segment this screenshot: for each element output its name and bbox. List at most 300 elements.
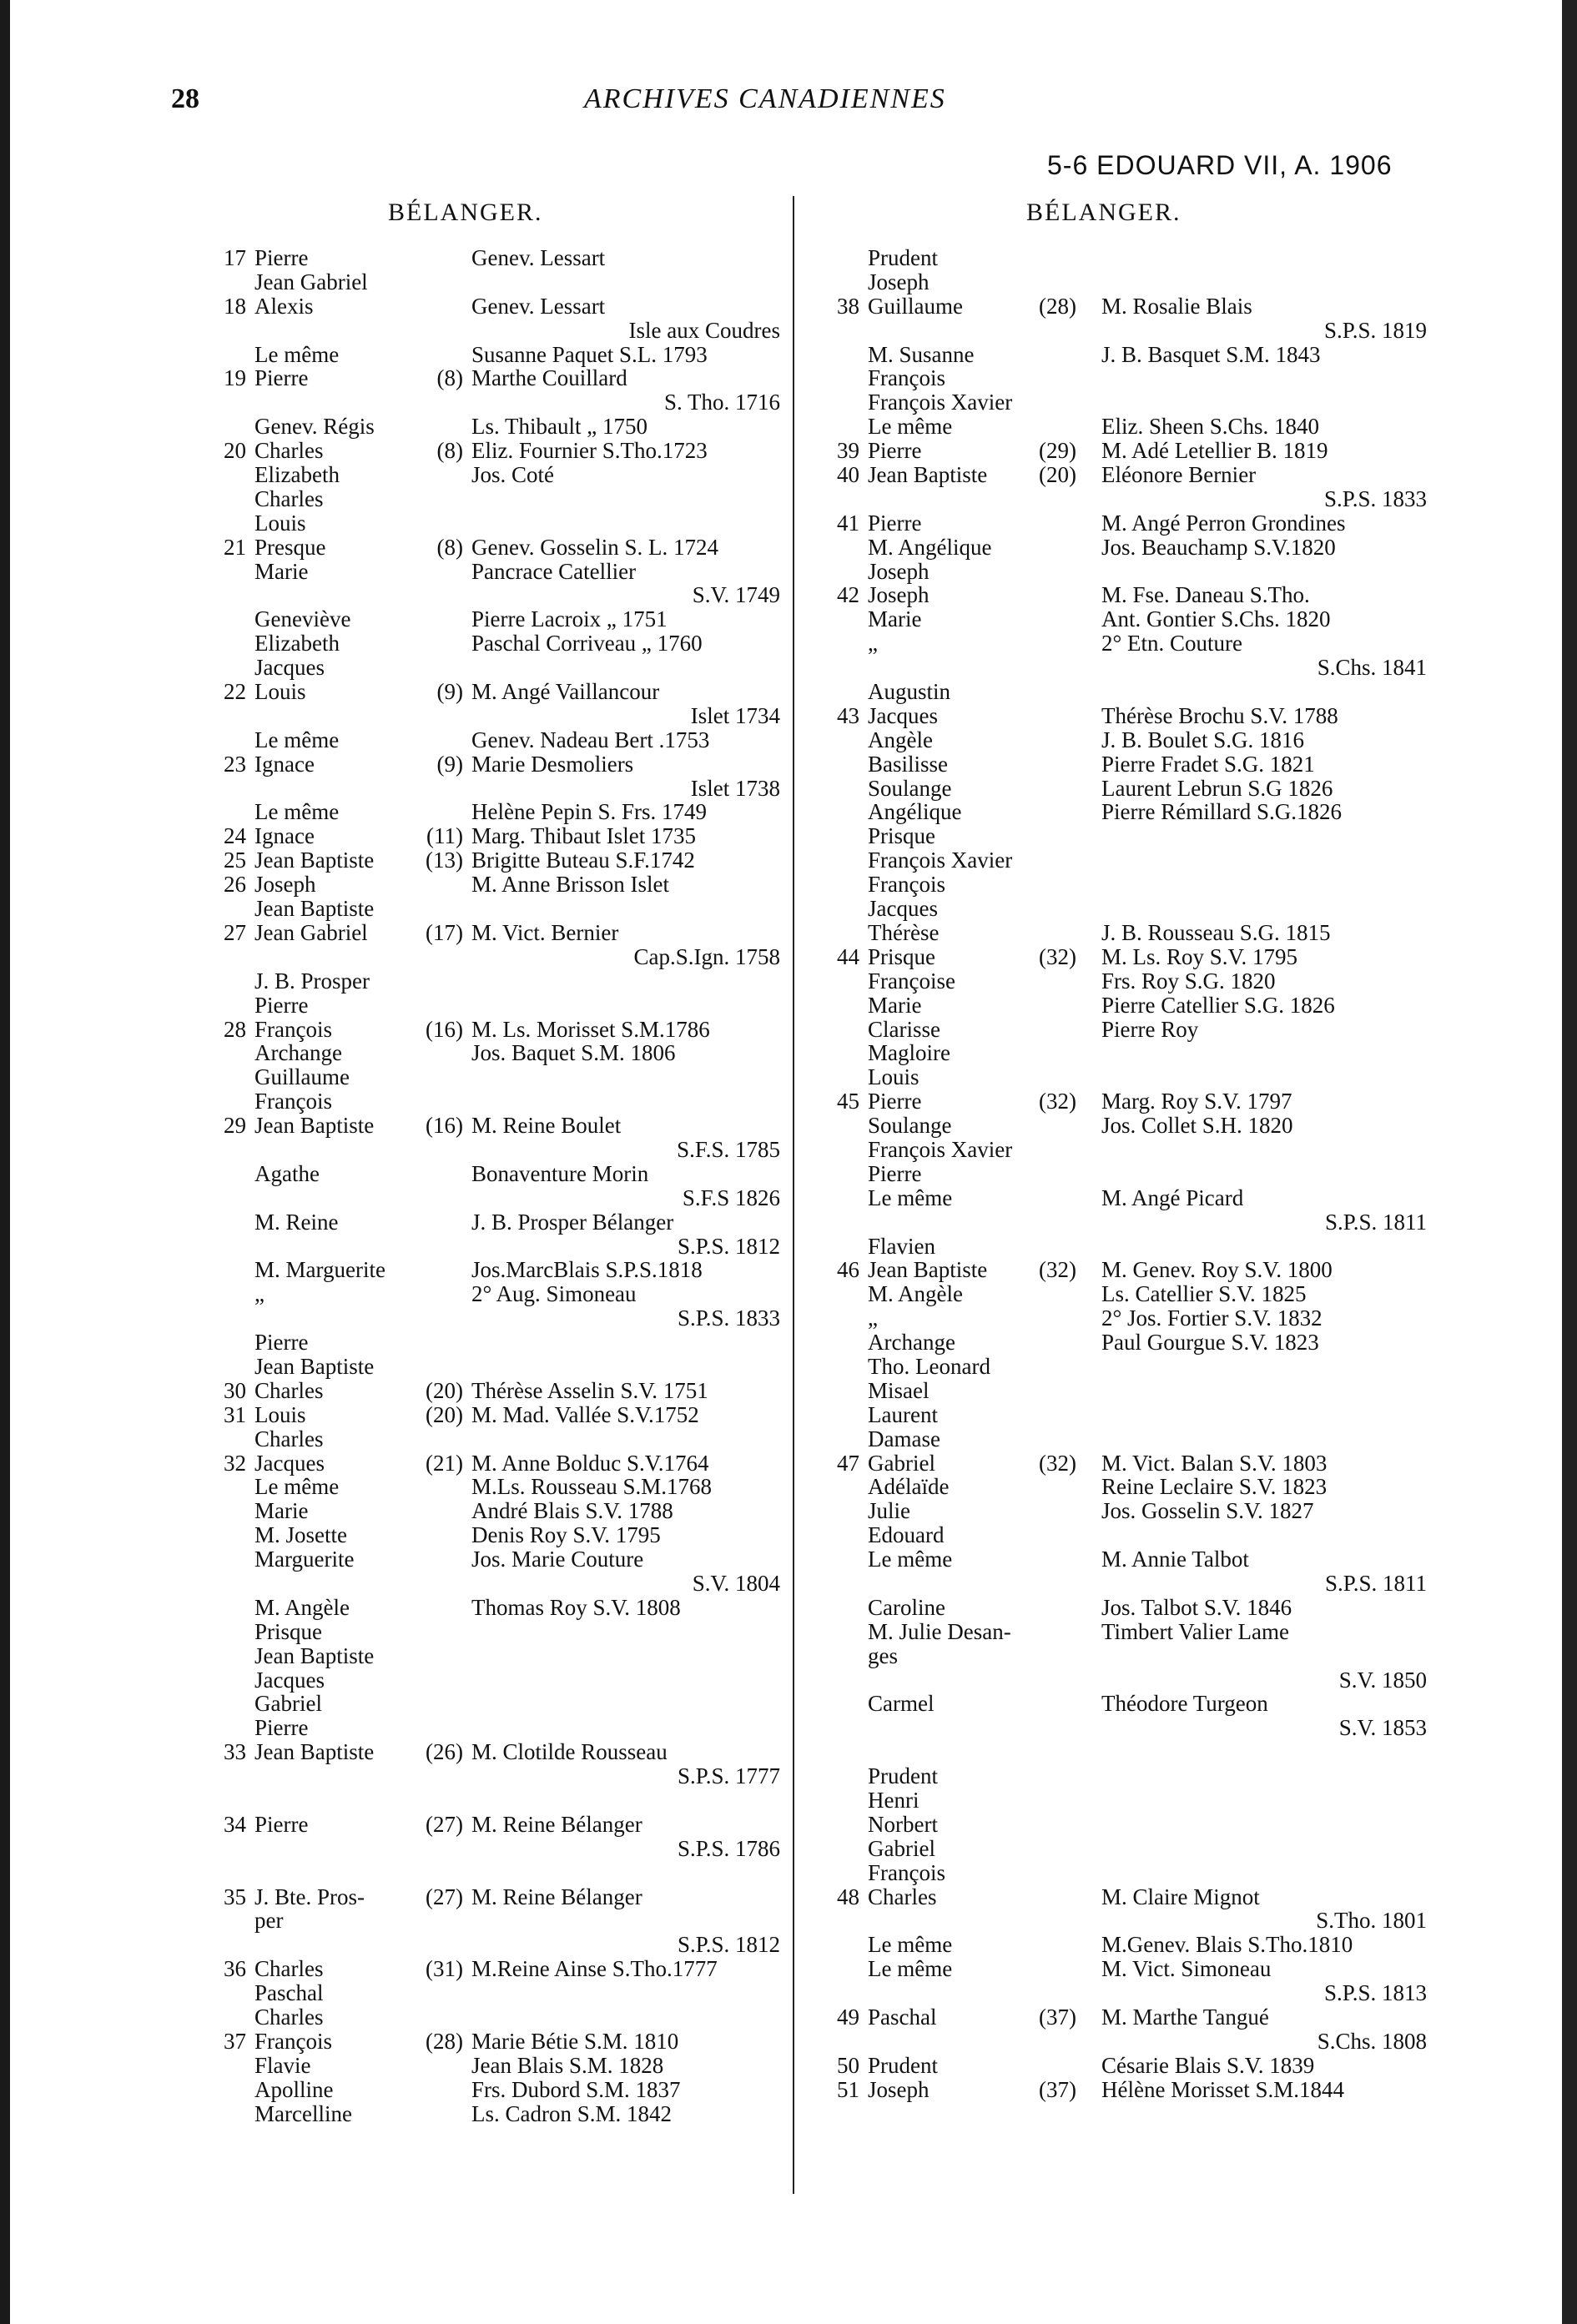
genealogy-row xyxy=(213,1692,780,1716)
genealogy-row xyxy=(213,1258,780,1282)
entry-number: 45 xyxy=(837,1089,859,1114)
parent-reference: (20) xyxy=(426,1377,463,1403)
person-name: Jean Gabriel xyxy=(254,269,368,294)
person-name: ges xyxy=(868,1642,898,1668)
person-name: M. Susanne xyxy=(868,341,975,367)
spouse-entry: André Blais S.V. 1788 xyxy=(471,1498,673,1524)
parent-reference: (8) xyxy=(436,534,463,560)
parent-reference: (9) xyxy=(436,679,463,705)
place-date: S.Chs. 1808 xyxy=(1317,2028,1427,2054)
person-name: Prisque xyxy=(868,823,935,849)
entry-number: 47 xyxy=(837,1450,859,1476)
genealogy-row xyxy=(826,1933,1427,1957)
person-name: Charles xyxy=(254,438,324,464)
genealogy-row xyxy=(826,945,1427,969)
place-date: Islet 1738 xyxy=(690,775,780,801)
person-name: Geneviève xyxy=(254,606,351,632)
spouse-entry: Marthe Couillard xyxy=(471,365,627,391)
person-name: Pierre xyxy=(254,1330,309,1356)
spouse-entry: M.Reine Ainse S.Tho.1777 xyxy=(471,1956,718,1982)
genealogy-row xyxy=(826,680,1427,704)
genealogy-row xyxy=(213,1355,780,1379)
person-name: Carmel xyxy=(868,1691,935,1717)
genealogy-row xyxy=(826,343,1427,367)
genealogy-row xyxy=(213,800,780,824)
spouse-entry: Eléonore Bernier xyxy=(1101,462,1257,488)
parent-reference: (27) xyxy=(426,1811,463,1837)
genealogy-row xyxy=(826,1909,1427,1933)
spouse-entry: Pierre Fradet S.G. 1821 xyxy=(1101,751,1315,777)
parent-reference: (32) xyxy=(1039,943,1076,969)
person-name: Le même xyxy=(868,1932,953,1958)
person-name: Augustin xyxy=(868,679,951,705)
person-name: Soulange xyxy=(868,775,952,801)
spouse-entry: Denis Roy S.V. 1795 xyxy=(471,1522,661,1548)
person-name: Charles xyxy=(254,485,324,511)
spouse-entry: J. B. Boulet S.G. 1816 xyxy=(1101,727,1305,752)
genealogy-row xyxy=(826,1138,1427,1162)
place-date: Isle aux Coudres xyxy=(628,317,780,343)
person-name: J. B. Prosper xyxy=(254,968,370,993)
genealogy-row xyxy=(213,1885,780,1909)
person-name: Jean Baptiste xyxy=(254,1353,375,1379)
genealogy-row xyxy=(213,1210,780,1235)
person-name: M. Josette xyxy=(254,1522,347,1548)
person-name: Le même xyxy=(254,1474,340,1500)
spouse-entry: M. Angé Vaillancour xyxy=(471,679,660,705)
genealogy-row xyxy=(826,752,1427,777)
parent-reference: (20) xyxy=(426,1401,463,1427)
place-date: S.P.S. 1811 xyxy=(1324,1209,1427,1235)
person-name: Flavie xyxy=(254,2052,311,2078)
spouse-entry: M.Genev. Blais S.Tho.1810 xyxy=(1101,1932,1353,1958)
spouse-entry: Marie Bétie S.M. 1810 xyxy=(471,2028,679,2054)
genealogy-row xyxy=(213,824,780,848)
genealogy-row xyxy=(826,390,1427,415)
genealogy-row xyxy=(213,1644,780,1668)
person-name: Jean Baptiste xyxy=(254,848,375,873)
person-name: Misael xyxy=(868,1377,930,1403)
genealogy-row xyxy=(213,1235,780,1259)
person-name: Le même xyxy=(254,799,340,825)
person-name: Charles xyxy=(868,1884,937,1909)
genealogy-row xyxy=(213,487,780,511)
genealogy-row xyxy=(826,993,1427,1018)
genealogy-row xyxy=(826,1282,1427,1306)
person-name: Joseph xyxy=(254,872,316,898)
spouse-entry: Pierre Roy xyxy=(1101,1016,1199,1042)
spouse-entry: M. Reine Bélanger xyxy=(471,1884,642,1909)
genealogy-row xyxy=(826,848,1427,873)
genealogy-row xyxy=(213,1186,780,1210)
genealogy-row xyxy=(213,1981,780,2005)
genealogy-row xyxy=(826,1596,1427,1620)
session-label: 5-6 EDOUARD VII, A. 1906 xyxy=(1047,150,1393,180)
person-name: Paschal xyxy=(868,2005,937,2030)
genealogy-row xyxy=(826,1740,1427,1764)
entry-number: 46 xyxy=(837,1257,859,1283)
person-name: Edouard xyxy=(868,1522,945,1548)
spouse-entry: Ls. Cadron S.M. 1842 xyxy=(471,2100,673,2126)
person-name: Le même xyxy=(868,1956,953,1982)
place-date: S.Chs. 1841 xyxy=(1317,655,1427,681)
genealogy-row xyxy=(826,1235,1427,1259)
person-name: Jean Baptiste xyxy=(254,1113,375,1139)
spouse-entry: Pierre Lacroix „ 1751 xyxy=(471,606,668,632)
genealogy-row xyxy=(826,366,1427,390)
entry-number: 24 xyxy=(224,823,246,849)
place-date: S.V. 1850 xyxy=(1338,1667,1427,1693)
genealogy-row xyxy=(213,2030,780,2054)
spouse-entry: M. Claire Mignot xyxy=(1101,1884,1260,1909)
page-number: 28 xyxy=(171,83,199,114)
genealogy-row xyxy=(826,1861,1427,1885)
genealogy-row xyxy=(826,1403,1427,1427)
parent-reference: (9) xyxy=(436,751,463,777)
spouse-entry: Bonaventure Morin xyxy=(471,1160,649,1186)
spouse-entry: Jos. Talbot S.V. 1846 xyxy=(1101,1594,1292,1620)
person-name: Françoise xyxy=(868,968,955,993)
spouse-entry: J. B. Basquet S.M. 1843 xyxy=(1101,341,1321,367)
spouse-entry: Marg. Roy S.V. 1797 xyxy=(1101,1089,1292,1114)
person-name: Joseph xyxy=(868,558,930,584)
person-name: Pierre xyxy=(254,992,309,1018)
spouse-entry: Reine Leclaire S.V. 1823 xyxy=(1101,1474,1328,1500)
genealogy-row xyxy=(826,1258,1427,1282)
person-name: Tho. Leonard xyxy=(868,1353,990,1379)
spouse-entry: Jos. Collet S.H. 1820 xyxy=(1101,1113,1293,1139)
genealogy-row xyxy=(213,1114,780,1138)
place-date: S.V. 1853 xyxy=(1338,1715,1427,1741)
spouse-entry: Paschal Corriveau „ 1760 xyxy=(471,631,703,656)
genealogy-row xyxy=(826,1788,1427,1813)
person-name: Louis xyxy=(254,679,306,705)
person-name: François xyxy=(254,1089,332,1114)
genealogy-row xyxy=(213,873,780,897)
spouse-entry: Théodore Turgeon xyxy=(1101,1691,1268,1717)
parent-reference: (27) xyxy=(426,1884,463,1909)
person-name: Prudent xyxy=(868,1763,938,1789)
genealogy-row xyxy=(213,270,780,294)
person-name: François xyxy=(868,872,945,898)
genealogy-row xyxy=(826,873,1427,897)
genealogy-row xyxy=(213,1668,780,1693)
parent-reference: (11) xyxy=(426,823,463,849)
person-name: Le même xyxy=(254,341,340,367)
genealogy-row xyxy=(213,945,780,969)
person-name: Jean Baptiste xyxy=(254,1642,375,1668)
spouse-entry: M. Adé Letellier B. 1819 xyxy=(1101,438,1328,464)
person-name: per xyxy=(254,1908,284,1934)
person-name: Prudent xyxy=(868,2052,938,2078)
entry-number: 29 xyxy=(224,1113,246,1139)
genealogy-row xyxy=(826,1957,1427,1981)
spouse-entry: M. Vict. Simoneau xyxy=(1101,1956,1272,1982)
genealogy-row xyxy=(213,1306,780,1331)
person-name: Jean Baptiste xyxy=(868,462,988,488)
genealogy-row xyxy=(826,1379,1427,1403)
entry-number: 33 xyxy=(224,1739,246,1765)
spouse-entry: M. Vict. Bernier xyxy=(471,919,619,945)
spouse-entry: M. Reine Bélanger xyxy=(471,1811,642,1837)
spouse-entry: Eliz. Sheen S.Chs. 1840 xyxy=(1101,414,1319,440)
entry-number: 31 xyxy=(224,1401,246,1427)
place-date: Islet 1734 xyxy=(690,702,780,728)
parent-reference: (32) xyxy=(1039,1089,1076,1114)
person-name: Clarisse xyxy=(868,1016,940,1042)
genealogy-row xyxy=(213,439,780,463)
person-name: Charles xyxy=(254,1956,324,1982)
person-name: Pierre xyxy=(868,438,922,464)
person-name: Archange xyxy=(254,1040,342,1066)
spouse-entry: Genev. Gosselin S. L. 1724 xyxy=(471,534,718,560)
parent-reference: (32) xyxy=(1039,1257,1076,1283)
person-name: Jean Baptiste xyxy=(254,1739,375,1765)
genealogy-row xyxy=(826,294,1427,319)
person-name: „ xyxy=(868,631,878,656)
person-name: François xyxy=(254,2028,332,2054)
spouse-entry: M. Mad. Vallée S.V.1752 xyxy=(471,1401,699,1427)
genealogy-row xyxy=(213,319,780,343)
parent-reference: (32) xyxy=(1039,1450,1076,1476)
parent-reference: (28) xyxy=(1039,293,1076,319)
genealogy-row xyxy=(213,1451,780,1476)
genealogy-row xyxy=(826,1813,1427,1837)
genealogy-row xyxy=(213,1523,780,1547)
genealogy-row xyxy=(213,536,780,560)
person-name: Marcelline xyxy=(254,2100,352,2126)
entry-number: 34 xyxy=(224,1811,246,1837)
person-name: Charles xyxy=(254,1426,324,1451)
genealogy-row xyxy=(826,1885,1427,1909)
genealogy-row xyxy=(213,1740,780,1764)
scan-edge-right xyxy=(1562,0,1577,2324)
person-name: Jacques xyxy=(868,702,938,728)
genealogy-row xyxy=(826,607,1427,631)
person-name: Pierre xyxy=(868,1089,922,1114)
genealogy-row xyxy=(213,1018,780,1042)
person-name: Pierre xyxy=(254,1715,309,1741)
person-name: Gabriel xyxy=(254,1691,322,1717)
entry-number: 18 xyxy=(224,293,246,319)
parent-reference: (31) xyxy=(426,1956,463,1982)
spouse-entry: Helène Pepin S. Frs. 1749 xyxy=(471,799,707,825)
person-name: M. Angélique xyxy=(868,534,992,560)
spouse-entry: 2° Jos. Fortier S.V. 1832 xyxy=(1101,1305,1323,1331)
entry-number: 43 xyxy=(837,702,859,728)
person-name: Presque xyxy=(254,534,326,560)
parent-reference: (16) xyxy=(426,1016,463,1042)
genealogy-row xyxy=(826,1306,1427,1331)
entry-number: 28 xyxy=(224,1016,246,1042)
person-name: Jean Baptiste xyxy=(254,896,375,922)
genealogy-row xyxy=(213,366,780,390)
spouse-entry: M. Ls. Roy S.V. 1795 xyxy=(1101,943,1298,969)
person-name: Soulange xyxy=(868,1113,952,1139)
spouse-entry: M. Vict. Balan S.V. 1803 xyxy=(1101,1450,1328,1476)
spouse-entry: M. Reine Boulet xyxy=(471,1113,622,1139)
genealogy-row xyxy=(213,1837,780,1861)
entry-number: 42 xyxy=(837,582,859,608)
genealogy-row xyxy=(826,1475,1427,1499)
person-name: M. Angèle xyxy=(868,1281,963,1307)
genealogy-row xyxy=(826,1162,1427,1186)
spouse-entry: M. Clotilde Rousseau xyxy=(471,1739,668,1765)
genealogy-row xyxy=(826,1981,1427,2005)
genealogy-row xyxy=(213,1475,780,1499)
spouse-entry: Laurent Lebrun S.G 1826 xyxy=(1101,775,1333,801)
person-name: François xyxy=(254,1016,332,1042)
entry-number: 39 xyxy=(837,438,859,464)
place-date: S.V. 1749 xyxy=(692,582,780,608)
genealogy-row xyxy=(826,319,1427,343)
genealogy-row xyxy=(213,1764,780,1788)
person-name: Angèle xyxy=(868,727,933,752)
genealogy-row xyxy=(826,1716,1427,1740)
genealogy-row xyxy=(213,2102,780,2126)
genealogy-row xyxy=(826,1065,1427,1089)
spouse-entry: Frs. Roy S.G. 1820 xyxy=(1101,968,1276,993)
genealogy-row xyxy=(213,1282,780,1306)
entry-number: 19 xyxy=(224,365,246,391)
genealogy-row xyxy=(826,1089,1427,1114)
place-date: S.P.S. 1819 xyxy=(1323,317,1427,343)
person-name: Marie xyxy=(868,992,922,1018)
person-name: François Xavier xyxy=(868,1136,1013,1162)
genealogy-row xyxy=(826,1523,1427,1547)
place-date: S.P.S. 1833 xyxy=(677,1305,780,1331)
place-date: S.P.S. 1833 xyxy=(1323,485,1427,511)
parent-reference: (21) xyxy=(426,1450,463,1476)
entry-number: 17 xyxy=(224,245,246,270)
genealogy-row xyxy=(213,704,780,728)
entry-number: 49 xyxy=(837,2005,859,2030)
person-name: Jacques xyxy=(868,896,938,922)
place-date: S.Tho. 1801 xyxy=(1316,1908,1427,1934)
spouse-entry: J. B. Rousseau S.G. 1815 xyxy=(1101,919,1331,945)
genealogy-row xyxy=(213,1089,780,1114)
person-name: Joseph xyxy=(868,2076,930,2102)
person-name: François xyxy=(868,365,945,391)
person-name: François xyxy=(868,1859,945,1885)
spouse-entry: M. Fse. Daneau S.Tho. xyxy=(1101,582,1310,608)
person-name: Le même xyxy=(254,727,340,752)
genealogy-row xyxy=(826,897,1427,921)
spouse-entry: M. Annie Talbot xyxy=(1101,1547,1249,1572)
place-date: S.F.S. 1785 xyxy=(677,1136,780,1162)
person-name: Prisque xyxy=(254,1618,322,1644)
genealogy-row xyxy=(826,921,1427,945)
entry-number: 32 xyxy=(224,1450,246,1476)
spouse-entry: Genev. Lessart xyxy=(471,293,606,319)
parent-reference: (8) xyxy=(436,365,463,391)
person-name: Ignace xyxy=(254,751,315,777)
entry-number: 21 xyxy=(224,534,246,560)
person-name: Henri xyxy=(868,1788,919,1813)
person-name: Basilisse xyxy=(868,751,949,777)
entry-number: 27 xyxy=(224,919,246,945)
genealogy-row xyxy=(826,1644,1427,1668)
genealogy-row xyxy=(213,1403,780,1427)
spouse-entry: M. Angé Perron Grondines xyxy=(1101,510,1346,536)
spouse-entry: Susanne Paquet S.L. 1793 xyxy=(471,341,708,367)
person-name: Damase xyxy=(868,1426,940,1451)
spouse-entry: Thomas Roy S.V. 1808 xyxy=(471,1594,681,1620)
parent-reference: (16) xyxy=(426,1113,463,1139)
entry-number: 25 xyxy=(224,848,246,873)
genealogy-row xyxy=(826,270,1427,294)
parent-reference: (29) xyxy=(1039,438,1076,464)
person-name: Elizabeth xyxy=(254,631,340,656)
genealogy-row xyxy=(213,680,780,704)
person-name: Le même xyxy=(868,1185,953,1210)
genealogy-row xyxy=(826,2078,1427,2102)
spouse-entry: M. Anne Bolduc S.V.1764 xyxy=(471,1450,709,1476)
genealogy-row xyxy=(213,1788,780,1813)
left-column-heading: BÉLANGER. xyxy=(388,199,543,226)
right-column-heading: BÉLANGER. xyxy=(1026,199,1181,226)
genealogy-row xyxy=(826,969,1427,993)
genealogy-row xyxy=(826,824,1427,848)
spouse-entry: M. Angé Picard xyxy=(1101,1185,1244,1210)
genealogy-row xyxy=(826,246,1427,270)
person-name: Louis xyxy=(254,510,306,536)
spouse-entry: 2° Etn. Couture xyxy=(1101,631,1243,656)
person-name: Jacques xyxy=(254,1667,325,1693)
genealogy-row xyxy=(213,415,780,439)
parent-reference: (20) xyxy=(1039,462,1076,488)
person-name: Pierre xyxy=(868,1160,922,1186)
person-name: François Xavier xyxy=(868,848,1013,873)
person-name: Ignace xyxy=(254,823,315,849)
spouse-entry: Jos. Coté xyxy=(471,462,555,488)
genealogy-row xyxy=(826,415,1427,439)
genealogy-row xyxy=(213,390,780,415)
person-name: Laurent xyxy=(868,1401,938,1427)
genealogy-row xyxy=(826,536,1427,560)
spouse-entry: Eliz. Fournier S.Tho.1723 xyxy=(471,438,708,464)
spouse-entry: Thérèse Brochu S.V. 1788 xyxy=(1101,702,1338,728)
spouse-entry: 2° Aug. Simoneau xyxy=(471,1281,637,1307)
spouse-entry: Jos.MarcBlais S.P.S.1818 xyxy=(471,1257,703,1283)
person-name: M. Reine xyxy=(254,1209,339,1235)
genealogy-row xyxy=(213,294,780,319)
genealogy-row xyxy=(213,560,780,584)
spouse-entry: Ant. Gontier S.Chs. 1820 xyxy=(1101,606,1331,632)
person-name: Julie xyxy=(868,1498,910,1524)
genealogy-row xyxy=(213,1909,780,1933)
genealogy-row xyxy=(213,728,780,752)
entry-number: 30 xyxy=(224,1377,246,1403)
entry-number: 26 xyxy=(224,872,246,898)
entry-number: 41 xyxy=(837,510,859,536)
place-date: S.P.S. 1812 xyxy=(677,1932,780,1958)
genealogy-row xyxy=(826,1837,1427,1861)
parent-reference: (26) xyxy=(426,1739,463,1765)
spouse-entry: Frs. Dubord S.M. 1837 xyxy=(471,2076,681,2102)
genealogy-row xyxy=(826,1210,1427,1235)
genealogy-row xyxy=(213,1547,780,1572)
person-name: „ xyxy=(254,1281,265,1307)
person-name: Joseph xyxy=(868,582,930,608)
entry-number: 20 xyxy=(224,438,246,464)
spouse-entry: Thérèse Asselin S.V. 1751 xyxy=(471,1377,708,1403)
person-name: Alexis xyxy=(254,293,314,319)
person-name: Guillaume xyxy=(254,1064,350,1090)
genealogy-row xyxy=(826,800,1427,824)
running-title: ARCHIVES CANADIENNES xyxy=(584,83,946,114)
genealogy-row xyxy=(826,439,1427,463)
